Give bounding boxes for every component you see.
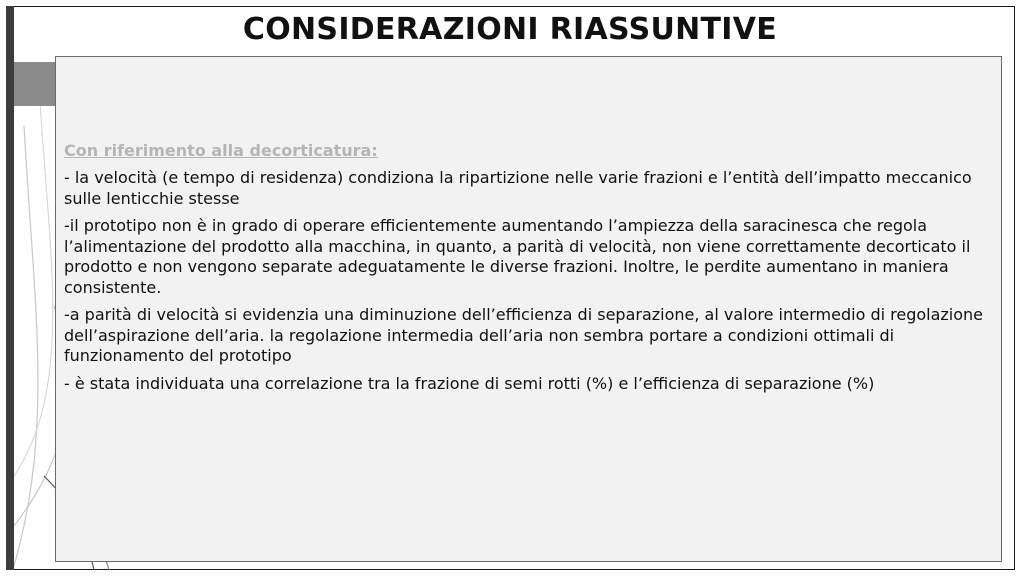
decorative-grey-block <box>14 62 58 106</box>
content-box <box>55 56 1002 562</box>
left-accent-bar <box>6 6 14 570</box>
bullet-paragraph-3: -a parità di velocità si evidenzia una diminuzione dell’efficienza di separazione, al valore intermedio di regolazione dell’aspirazione dell’aria. la regolazione intermedia dell’aria non sembra portare a condizioni ottimali di funzionamento del prototipo <box>64 305 984 365</box>
bullet-paragraph-2: -il prototipo non è in grado di operare efficientemente aumentando l’ampiezza della saracinesca che regola l’alimentazione del prodotto alla macchina, in quanto, a parità di velocità, non viene correttamente decorticato il prodotto e non vengono separate adeguatamente le diverse frazioni. Inoltre, le perdite aumentano in maniera consistente. <box>64 216 971 297</box>
section-subheading: Con riferimento alla decorticatura: <box>64 141 378 160</box>
bullet-paragraph-1: - la velocità (e tempo di residenza) condiziona la ripartizione nelle varie frazioni e l’entità dell’impatto meccanico sulle lenticchie stesse <box>64 168 972 208</box>
bullet-paragraph-4: - è stata individuata una correlazione tra la frazione di semi rotti (%) e l’efficienza di separazione (%) <box>64 373 875 393</box>
slide-title: CONSIDERAZIONI RIASSUNTIVE <box>242 12 778 47</box>
